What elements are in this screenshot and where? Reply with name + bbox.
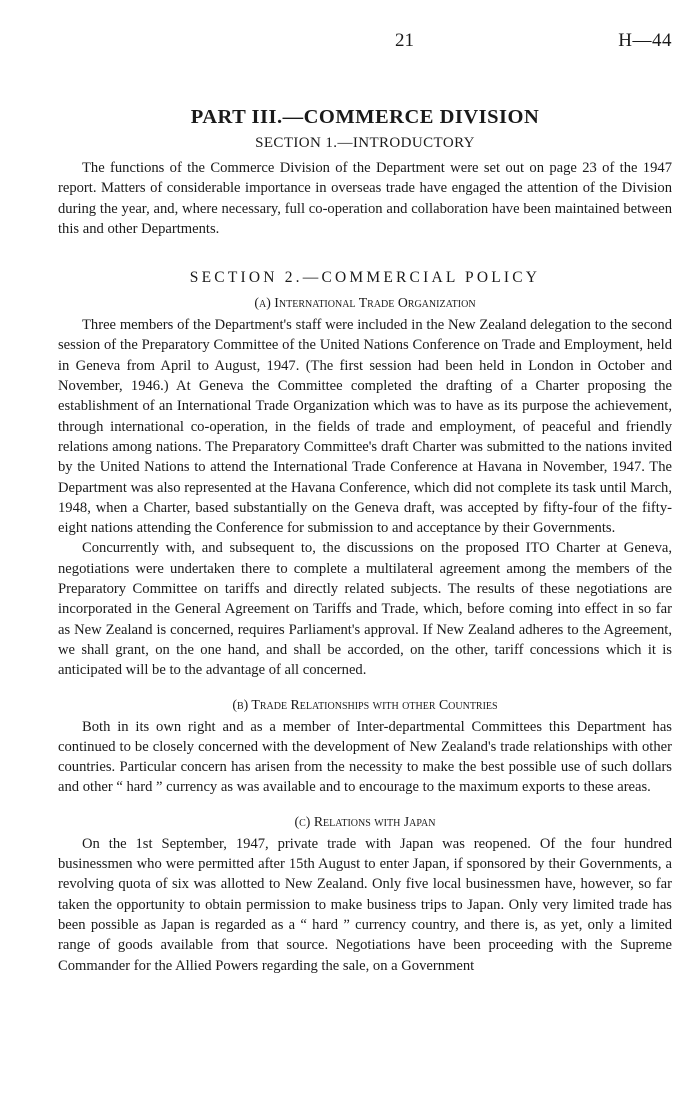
subsection-a-paragraph-2: Concurrently with, and subsequent to, the discussions on the proposed ITO Charter at Geneva, negotiations were undertaken there to complete a multilateral agreement among the members of the Preparatory Committee on tariffs and directly related subjects. The results of these negotiations are incorporated in the General Agreement on Tariffs and Trade, which, before coming into effect in so far as New Zealand is concerned, requires Parliament's approval. If New Zealand adheres to the Agreement, we shall grant, on the one hand, and shall be accorded, on the other, tariff concessions which it is anticipated will be to the advantage of all concerned. <box>58 540 672 679</box>
page-number: 21 <box>395 30 414 51</box>
page-header <box>58 0 672 62</box>
section-2-heading: SECTION 2.—COMMERCIAL POLICY <box>189 269 541 287</box>
subsection-a-heading: (a) International Trade Organization <box>254 295 476 311</box>
section-1-paragraph: The functions of the Commerce Division of the Department were set out on page 23 of the 1947 report. Matters of considerable importance in overseas trade have engaged the attention of the Division during the year, and, where necessary, full co-operation and collaboration have been maintained between this and other Departments. <box>58 160 672 237</box>
subsection-a-paragraph-1: Three members of the Department's staff were included in the New Zealand delegation to the second session of the Preparatory Committee of the United Nations Conference on Trade and Employment, held in Geneva from April to August, 1947. (The first session had been held in London in October and November, 1946.) At Geneva the Committee completed the drafting of a Charter proposing the establishment of an International Trade Organization which was to have as its purpose the achievement, through international co-operation, in the fields of trade and employment, of peaceful and friendly relations among nations. The Preparatory Committee's draft Charter was submitted to the nations invited by the United Nations to attend the International Trade Conference at Havana in November, 1947. The Department was also represented at the Havana Conference, which did not complete its task until March, 1948, when a Charter, based substantially on the Geneva draft, was accepted by fifty-four of the fifty-eight nations attending the Conference for submission to and acceptance by their Governments. <box>58 317 672 537</box>
subsection-c-heading: (c) Relations with Japan <box>294 813 436 829</box>
part-title: PART III.—COMMERCE DIVISION <box>190 106 540 128</box>
subsection-b-heading: (b) Trade Relationships with other Countries <box>232 696 498 712</box>
subsection-b-paragraph: Both in its own right and as a member of Inter-departmental Committees this Department has continued to be closely concerned with the development of New Zealand's trade relationships with other countries. Particular concern has arisen from the necessity to make the best possible use of such dollars and other “ hard ” currency as was available and to encourage to the maximum exports to these areas. <box>58 718 672 796</box>
document-code: H—44 <box>618 30 672 51</box>
section-1-heading: SECTION 1.—INTRODUCTORY <box>255 135 475 151</box>
subsection-c-paragraph: On the 1st September, 1947, private trade with Japan was reopened. Of the four hundred businessmen who were permitted after 15th August to enter Japan, if sponsored by their Governments, a revolving quota of six was allotted to New Zealand. Only five local businessmen have, however, so far taken the opportunity to obtain permission to make business trips to Japan. Only very limited trade has been possible as Japan is regarded as a “ hard ” currency country, and there is, as yet, only a limited range of goods available from that source. Negotiations have been proceeding with the Supreme Commander for the Allied Powers regarding the sale, on a Government <box>58 835 672 974</box>
